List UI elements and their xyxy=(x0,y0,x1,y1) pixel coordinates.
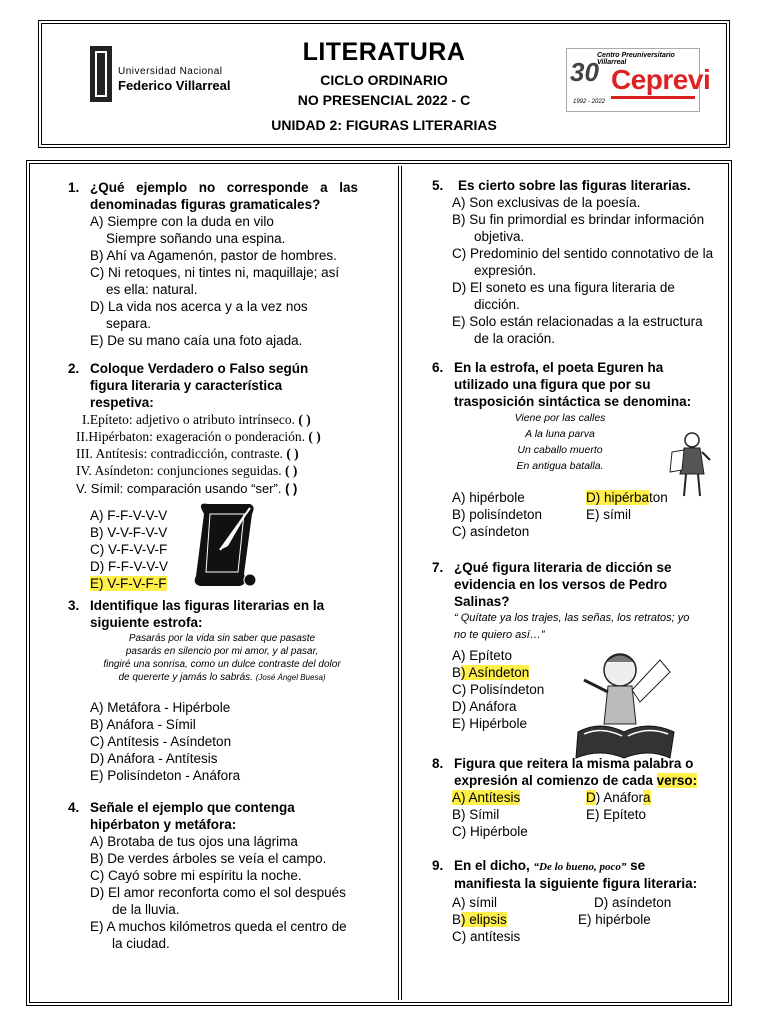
q8-option-c: C) Hipérbole xyxy=(452,824,528,839)
q9-text-line2: manifiesta la siguiente figura literaria: xyxy=(454,876,698,891)
q8-number: 8. xyxy=(432,756,444,771)
q2-number: 2. xyxy=(68,361,80,376)
q9-text-line1: En el dicho, “De lo bueno, poco” se xyxy=(454,858,646,873)
q3-option-a: A) Metáfora - Hipérbole xyxy=(90,700,231,715)
q5-number: 5. xyxy=(432,178,444,193)
q1-option-a: A) Siempre con la duda en vilo xyxy=(90,214,274,229)
cycle-subtitle: CICLO ORDINARIO xyxy=(320,72,448,88)
q1-option-d: D) La vida nos acerca y a la vez nos xyxy=(90,299,308,314)
q9-option-c: C) antítesis xyxy=(452,929,521,944)
q4-option-b: B) De verdes árboles se veía el campo. xyxy=(90,851,327,866)
q4-option-d-cont: de la lluvia. xyxy=(112,902,180,917)
q2-statement-ii: II.Hipérbaton: exageración o ponderación. ( ) xyxy=(76,429,321,444)
q4-text-line2: hipérbaton y metáfora: xyxy=(90,817,237,832)
q6-option-d: D) hipérbaton xyxy=(586,490,668,505)
q7-number: 7. xyxy=(432,560,444,575)
q2-option-a: A) F-F-V-V-V xyxy=(90,508,168,523)
boy-reading-icon xyxy=(570,640,678,762)
q7-option-d: D) Anáfora xyxy=(452,699,517,714)
q2-option-c: C) V-F-V-V-F xyxy=(90,542,168,557)
q1-text-line1: ¿Qué ejemplo no corresponde a las xyxy=(90,180,358,195)
q5-option-b: B) Su fin primordial es brindar información xyxy=(452,212,705,227)
q1-text-line2: denominadas figuras gramaticales? xyxy=(90,197,321,212)
q6-verse-4: En antigua batalla. xyxy=(516,460,604,472)
q5-option-a: A) Son exclusivas de la poesía. xyxy=(452,195,641,210)
q1-option-c: C) Ni retoques, ni tintes ni, maquillaje; así xyxy=(90,265,340,280)
unit-title: UNIDAD 2: FIGURAS LITERARIAS xyxy=(271,117,497,133)
unfv-logo-line1: Universidad Nacional xyxy=(118,66,223,77)
q2-text-line2: figura literaria y característica xyxy=(90,378,283,393)
q3-option-b: B) Anáfora - Símil xyxy=(90,717,196,732)
q5-option-e-cont: de la oración. xyxy=(474,331,556,346)
q7-quote-1: “ Quítate ya los trajes, las señas, los retratos; yo xyxy=(454,612,690,624)
q2-option-e xyxy=(90,576,167,593)
ceprevi-logo xyxy=(566,48,711,112)
q7-option-a: A) Epíteto xyxy=(452,648,513,663)
q1-number: 1. xyxy=(68,180,80,195)
q4-option-e-cont: la ciudad. xyxy=(112,936,170,951)
ceprevi-logo-years: 1992 - 2022 xyxy=(573,99,606,105)
q2-option-e-highlight: E) V-F-V-F-F xyxy=(90,576,167,591)
q3-text-line2: siguiente estrofa: xyxy=(90,615,203,630)
q6-verse-2: A la luna parva xyxy=(525,428,595,440)
q3-verse-4: de quererte y jamás lo sabrás. (José Ángel Buesa) xyxy=(118,672,326,683)
q7-text-line2: evidencia en los versos de Pedro xyxy=(454,577,668,592)
q2-text-line1: Coloque Verdadero o Falso según xyxy=(90,361,309,376)
q8-option-d: D) Anáfora xyxy=(586,790,651,805)
q5-text: Es cierto sobre las figuras literarias. xyxy=(458,178,691,193)
q3-author: (José Ángel Buesa) xyxy=(255,673,326,682)
q8-option-b: B) Símil xyxy=(452,807,500,822)
q1-option-d-cont: separa. xyxy=(106,316,152,331)
q7-option-b: B) Asíndeton xyxy=(452,665,530,680)
q8-text-line2: expresión al comienzo de cada verso: xyxy=(454,773,698,788)
q7-option-c: C) Polisíndeton xyxy=(452,682,545,697)
column-divider xyxy=(398,166,402,1000)
q2-statement-v: V. Símil: comparación usando “ser”. ( ) xyxy=(76,481,298,496)
q6-verse-3: Un caballo muerto xyxy=(517,444,603,456)
q2-text-line3: respetiva: xyxy=(90,395,154,410)
q7-option-e: E) Hipérbole xyxy=(452,716,528,731)
q4-number: 4. xyxy=(68,800,80,815)
q2-option-d: D) F-F-V-V-V xyxy=(90,559,168,574)
q3-verse-3: fingiré una sonrisa, como un dulce contraste del dolor xyxy=(103,659,341,670)
q2-option-b: B) V-V-F-V-V xyxy=(90,525,168,540)
q9-option-a: A) símil xyxy=(452,895,497,910)
q4-option-d: D) El amor reconforta como el sol después xyxy=(90,885,346,900)
mode-subtitle: NO PRESENCIAL 2022 - C xyxy=(297,92,471,108)
ceprevi-logo-bar xyxy=(611,96,695,99)
q9-number: 9. xyxy=(432,858,444,873)
q6-option-b: B) polisíndeton xyxy=(452,507,543,522)
q2-statement-i: I.Epíteto: adjetivo o atributo intrínseco. ( ) xyxy=(82,412,311,427)
q6-option-a: A) hipérbole xyxy=(452,490,525,505)
q6-text-line3: trasposición sintáctica se denomina: xyxy=(454,394,692,409)
q2-statement-iii: III. Antítesis: contradicción, contraste. ( ) xyxy=(76,446,299,461)
q6-text-line2: utilizado una figura que por su xyxy=(454,377,651,392)
unfv-logo-line2: Federico Villarreal xyxy=(118,78,231,93)
q5-option-d: D) El soneto es una figura literaria de xyxy=(452,280,675,295)
q1-option-c-cont: es ella: natural. xyxy=(106,282,198,297)
ceprevi-logo-top: Centro Preuniversitario Villarreal xyxy=(597,52,675,66)
q4-option-c: C) Cayó sobre mi espíritu la noche. xyxy=(90,868,302,883)
q5-option-c: C) Predominio del sentido connotativo de la xyxy=(452,246,714,261)
poet-figure-icon xyxy=(668,430,714,500)
q3-option-e: E) Polisíndeton - Anáfora xyxy=(90,768,241,783)
q4-option-a: A) Brotaba de tus ojos una lágrima xyxy=(90,834,298,849)
q7-text-line1: ¿Qué figura literaria de dicción se xyxy=(454,560,672,575)
q5-option-d-cont: dicción. xyxy=(474,297,520,312)
q8-option-a: A) Antítesis xyxy=(452,790,521,805)
q7-text-line3: Salinas? xyxy=(454,594,510,609)
q8-option-e: E) Epíteto xyxy=(586,807,647,822)
q6-number: 6. xyxy=(432,360,444,375)
q8-text-line1: Figura que reitera la misma palabra o xyxy=(454,756,694,771)
q3-text-line1: Identifique las figuras literarias en la xyxy=(90,598,325,613)
q2-statement-iv: IV. Asíndeton: conjunciones seguidas. ( ) xyxy=(76,463,298,478)
q1-option-e: E) De su mano caía una foto ajada. xyxy=(90,333,303,348)
ceprevi-logo-word: Ceprevi xyxy=(611,64,711,95)
q6-verse-1: Viene por las calles xyxy=(514,412,606,424)
q9-option-e: E) hipérbole xyxy=(578,912,651,927)
ceprevi-logo-30: 30 xyxy=(570,57,599,87)
page-title: LITERATURA xyxy=(302,38,466,66)
q4-option-e: E) A muchos kilómetros queda el centro de xyxy=(90,919,347,934)
q5-option-b-cont: objetiva. xyxy=(474,229,525,244)
q5-option-c-cont: expresión. xyxy=(474,263,537,278)
q3-option-c: C) Antítesis - Asíndeton xyxy=(90,734,232,749)
q6-option-c: C) asíndeton xyxy=(452,524,530,539)
q6-option-e: E) símil xyxy=(586,507,631,522)
q1-option-a-cont: Siempre soñando una espina. xyxy=(106,231,286,246)
q4-text-line1: Señale el ejemplo que contenga xyxy=(90,800,295,815)
q6-text-line1: En la estrofa, el poeta Eguren ha xyxy=(454,360,664,375)
q1-option-b: B) Ahí va Agamenón, pastor de hombres. xyxy=(90,248,337,263)
q9-option-b: B) elipsis xyxy=(452,912,507,927)
q3-verse-2: pasarás en silencio por mi amor, y al pasar, xyxy=(125,646,319,657)
q3-option-d: D) Anáfora - Antítesis xyxy=(90,751,218,766)
q9-option-d: D) asíndeton xyxy=(594,895,672,910)
scroll-quill-icon xyxy=(190,500,260,592)
q5-option-e: E) Solo están relacionadas a la estructura xyxy=(452,314,703,329)
q3-verse-1: Pasarás por la vida sin saber que pasaste xyxy=(128,633,316,644)
q7-quote-2: no te quiero así…” xyxy=(454,629,545,641)
q3-number: 3. xyxy=(68,598,80,613)
